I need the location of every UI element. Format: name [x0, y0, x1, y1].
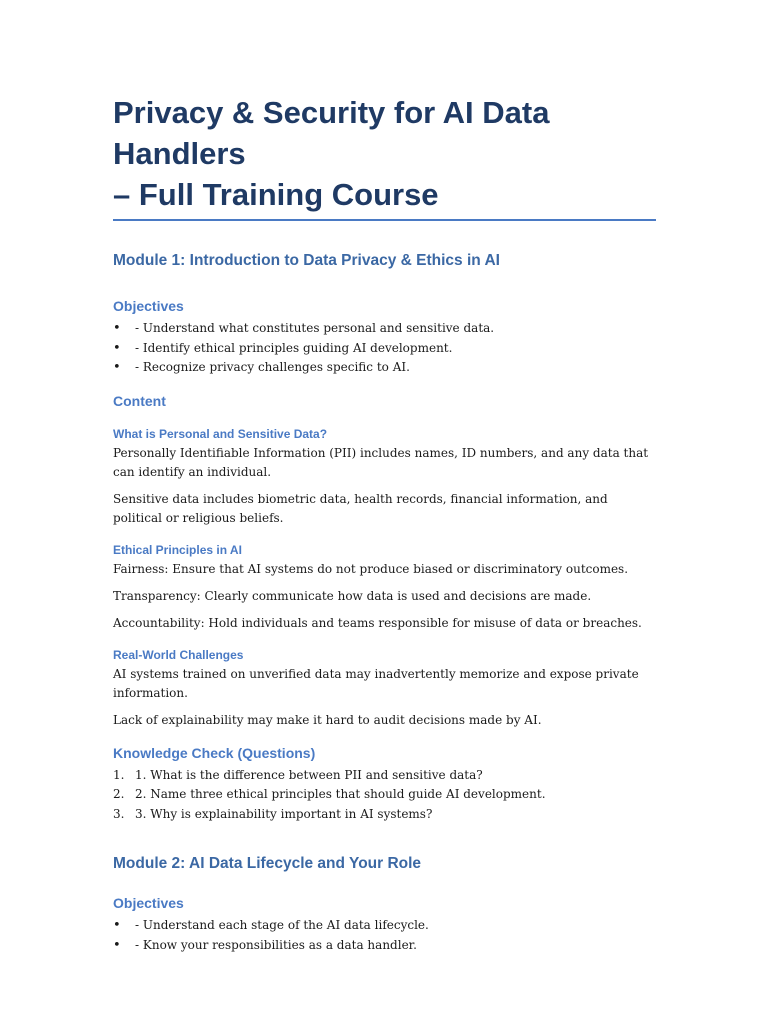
module2-objectives-heading: Objectives	[113, 895, 184, 911]
section-heading-personal-data: What is Personal and Sensitive Data?	[113, 426, 328, 441]
title-underline-rule	[113, 219, 656, 221]
knowledge-check-list	[113, 766, 656, 825]
list-item: • - Know your responsibilities as a data handler.	[113, 936, 656, 956]
bullet-icon: •	[113, 360, 121, 375]
module1-content-heading: Content	[113, 392, 166, 409]
paragraph: Fairness: Ensure that AI systems do not produce biased or discriminatory outcomes.	[113, 561, 629, 576]
knowledge-check-heading: Knowledge Check (Questions)	[113, 744, 316, 761]
document-page	[113, 92, 656, 955]
bullet-icon: •	[113, 321, 121, 336]
module2-heading: Module 2: AI Data Lifecycle and Your Role	[113, 855, 422, 872]
bullet-icon: •	[113, 918, 121, 933]
list-item: • - Recognize privacy challenges specific to AI.	[113, 358, 656, 378]
module2-objectives-list	[113, 916, 656, 955]
paragraph: Sensitive data includes biometric data, health records, financial information, and political or religious beliefs.	[113, 491, 608, 525]
list-item: 2. 2. Name three ethical principles that should guide AI development.	[113, 785, 656, 805]
section-heading-ethical-principles: Ethical Principles in AI	[113, 542, 242, 557]
module1-heading: Module 1: Introduction to Data Privacy & Ethics in AI	[113, 252, 500, 269]
list-item: • - Understand what constitutes personal and sensitive data.	[113, 319, 656, 339]
paragraph: AI systems trained on unverified data may inadvertently memorize and expose private information.	[113, 666, 639, 700]
paragraph: Accountability: Hold individuals and teams responsible for misuse of data or breaches.	[113, 615, 642, 630]
paragraph: Transparency: Clearly communicate how data is used and decisions are made.	[113, 588, 592, 603]
paragraph: Personally Identifiable Information (PII) includes names, ID numbers, and any data that can identify an individual.	[113, 445, 649, 479]
paragraph: Lack of explainability may make it hard to audit decisions made by AI.	[113, 712, 542, 727]
list-number: 3.	[113, 806, 125, 821]
bullet-icon: •	[113, 340, 121, 356]
section-heading-real-world-challenges: Real-World Challenges	[113, 647, 244, 662]
list-number: 1.	[113, 767, 125, 782]
module1-objectives-list	[113, 319, 656, 378]
list-item: 1. 1. What is the difference between PII and sensitive data?	[113, 766, 656, 786]
document-title-line2: – Full Training Course	[113, 177, 439, 212]
list-item: 3. 3. Why is explainability important in AI systems?	[113, 805, 656, 825]
list-item: • - Identify ethical principles guiding AI development.	[113, 339, 656, 359]
module1-objectives-heading: Objectives	[113, 298, 184, 314]
bullet-icon: •	[113, 937, 121, 953]
document-title-line1: Privacy & Security for AI Data Handlers	[113, 95, 550, 171]
list-item: • - Understand each stage of the AI data lifecycle.	[113, 916, 656, 936]
document-title	[113, 92, 656, 219]
list-number: 2.	[113, 787, 125, 801]
